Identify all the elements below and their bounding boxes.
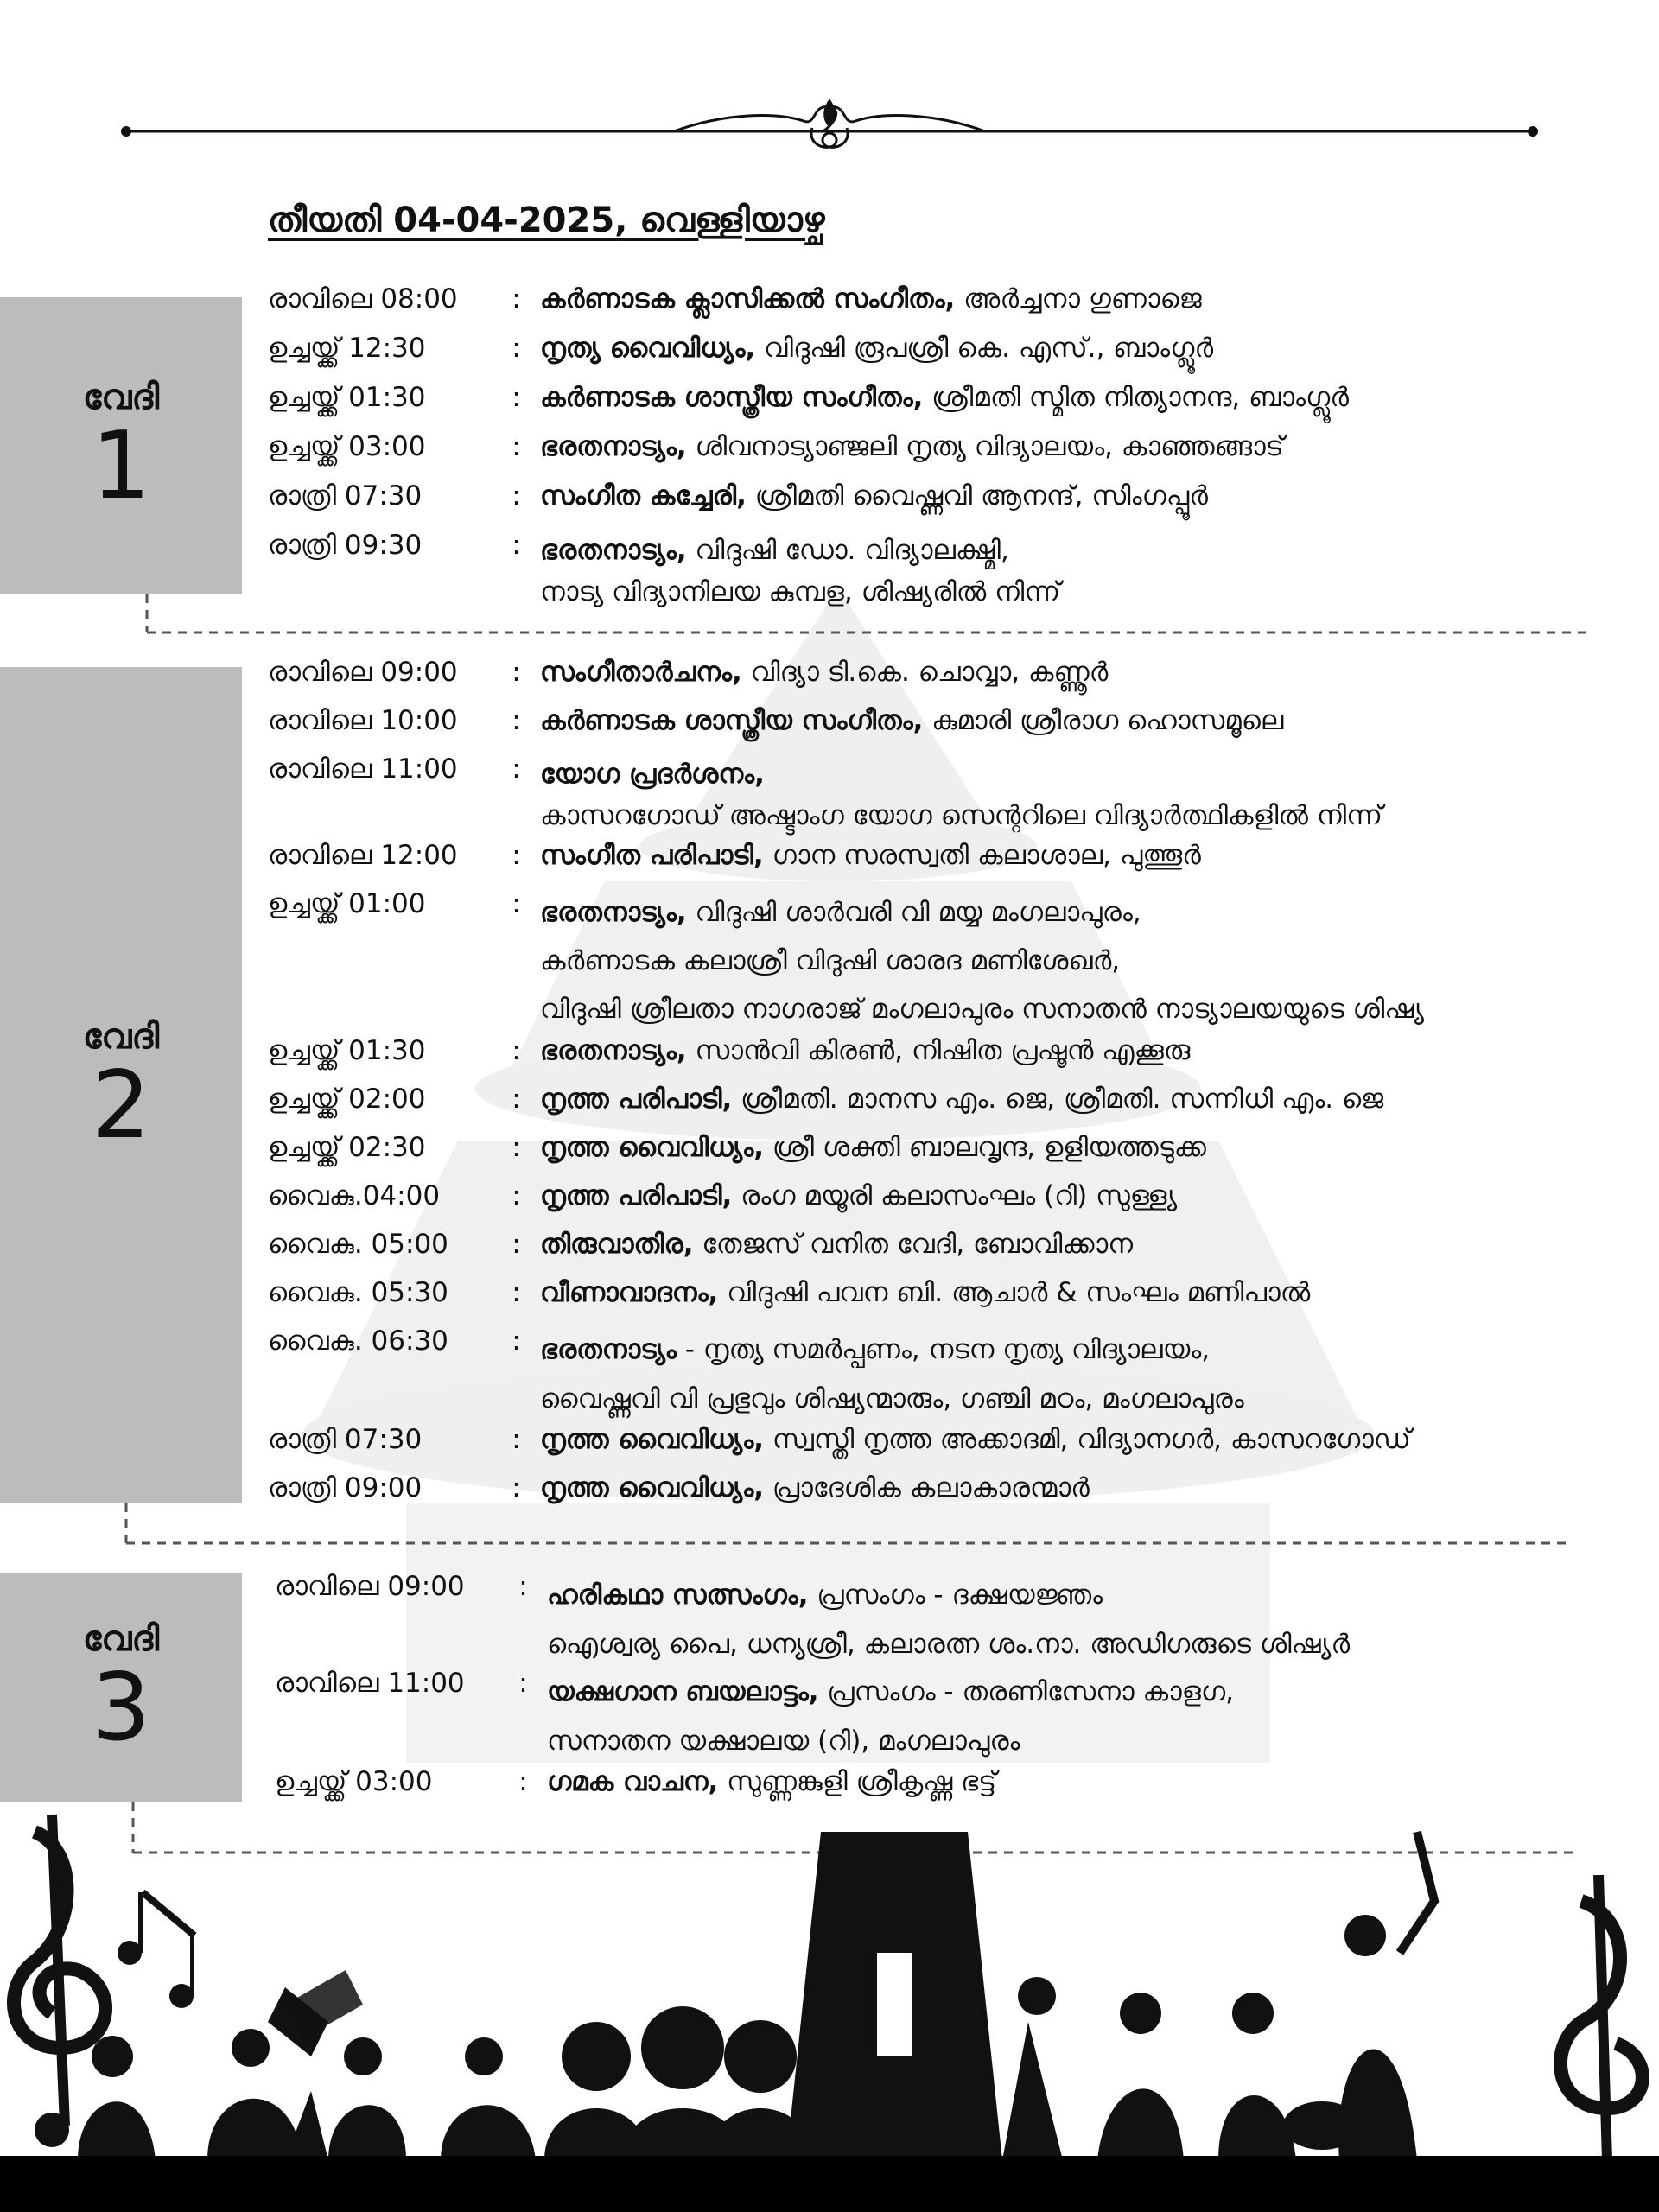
event-description — [547, 1571, 1649, 1669]
event-detail-line: ഐശ്വര്യ പൈ, ധന്യശ്രീ, കലാരത്ന ശം.നാ. അഡിഗരുടെ ശിഷ്യർ — [547, 1629, 1351, 1660]
schedule-entry — [268, 283, 1642, 333]
event-performer: വിദുഷി പവന ബി. ആചാർ & സംഘം മണിപാൽ — [727, 1277, 1311, 1308]
treble-clef-icon — [14, 1815, 105, 2147]
event-performer: വിദുഷി രൂപശ്രീ കെ. എസ്., ബാംഗ്ലൂർ — [764, 333, 1214, 364]
event-title: തിരുവാതിര, — [540, 1229, 694, 1260]
event-title: കർണാടക ക്ലാസിക്കൽ സംഗീതം, — [540, 283, 956, 315]
event-description — [540, 431, 1642, 463]
event-time: രാവിലെ 10:00 — [268, 705, 458, 736]
event-description — [540, 1472, 1642, 1504]
event-title: കർണാടക ശാസ്ത്രീയ സംഗീതം, — [540, 705, 924, 736]
event-performer: സുണ്ണങ്കുളി ശ്രീകൃഷ്ണ ഭട്ട് — [727, 1766, 997, 1797]
event-performer: സ്വസ്തി നൃത്ത അക്കാദമി, വിദ്യാനഗർ, കാസറഗോഡ് — [772, 1424, 1411, 1455]
schedule-entry — [268, 1325, 1642, 1424]
event-description — [540, 1132, 1642, 1164]
separator: : — [512, 431, 521, 462]
venue-number: 1 — [91, 412, 151, 520]
event-performer: ശ്രീമതി സ്മിത നിത്യാനന്ദ, ബാംഗ്ലൂർ — [931, 382, 1349, 413]
event-description — [540, 1277, 1642, 1309]
event-description — [540, 753, 1642, 836]
event-time: ഉച്ചയ്ക്ക് 03:00 — [268, 431, 426, 462]
event-detail-line: സനാതന യക്ഷാലയ (റി), മംഗലാപുരം — [547, 1726, 1020, 1757]
event-time: ഉച്ചയ്ക്ക് 12:30 — [268, 333, 426, 364]
date-heading: തീയതി 04-04-2025, വെള്ളിയാഴ്ച — [268, 200, 825, 240]
event-performer: പ്രസംഗം - ദക്ഷയജ്ഞം — [817, 1580, 1103, 1611]
separator: : — [518, 1668, 528, 1699]
event-description — [540, 1035, 1642, 1067]
schedule-entry — [275, 1571, 1649, 1668]
event-description — [540, 333, 1642, 365]
venue-1-schedule — [268, 283, 1642, 625]
event-title: നൃത്ത വൈവിധ്യം, — [540, 1472, 764, 1503]
event-performer: പ്രാദേശിക കലാകാരന്മാർ — [772, 1472, 1090, 1503]
dancers-silhouette — [544, 2006, 812, 2160]
event-title: ഭരതനാട്യം, — [540, 535, 687, 566]
separator: : — [512, 1424, 521, 1455]
event-title: നൃത്ത വൈവിധ്യം, — [540, 1424, 764, 1455]
event-title: നൃത്യ വൈവിധ്യം, — [540, 333, 756, 364]
event-time: രാത്രി 09:00 — [268, 1472, 423, 1503]
separator: : — [512, 283, 521, 315]
schedule-entry — [268, 1084, 1642, 1132]
event-performer: തേജസ് വനിത വേദി, ബോവിക്കാന — [702, 1229, 1133, 1260]
event-time: ഉച്ചയ്ക്ക് 01:30 — [268, 1035, 426, 1066]
separator: : — [512, 657, 521, 688]
event-title: നൃത്ത പരിപാടി, — [540, 1180, 733, 1211]
event-title: ഭരതനാട്യം — [540, 1334, 677, 1365]
event-time: രാത്രി 07:30 — [268, 480, 423, 512]
event-detail-line: നാട്യ വിദ്യാനിലയ കുമ്പള, ശിഷ്യരിൽ നിന്ന് — [540, 576, 1061, 607]
event-performer: ശ്രീമതി വൈഷ്ണവി ആനന്ദ്, സിംഗപ്പൂർ — [754, 480, 1208, 512]
treble-clef-icon — [1560, 1875, 1643, 2160]
event-description — [540, 705, 1642, 737]
section-divider — [124, 1503, 1567, 1547]
schedule-entry — [268, 888, 1642, 1035]
event-time: രാവിലെ 09:00 — [268, 657, 458, 688]
event-time: വൈകു. 05:00 — [268, 1229, 448, 1260]
event-performer: സാൻവി കിരൺ, നിഷിത പ്രഷൂൻ എക്കൂരു — [695, 1035, 1191, 1066]
schedule-entry — [268, 382, 1642, 431]
event-performer: ഗാന സരസ്വതി കലാശാല, പുത്തൂർ — [772, 840, 1201, 871]
event-detail-line: വൈഷ്ണവി വി പ്രഭുവും ശിഷ്യന്മാരും, ഗഞ്ചി മഠം, മംഗലാപുരം — [540, 1383, 1244, 1414]
event-performer: അർച്ചനാ ഗുണാജെ — [963, 283, 1202, 315]
event-detail-line: കാസറഗോഡ് അഷ്ടാംഗ യോഗ സെന്ററിലെ വിദ്യാർത്ഥികളിൽ നിന്ന് — [540, 800, 1382, 831]
event-title: ഭരതനാട്യം, — [540, 897, 687, 928]
venue-label: വേദി — [82, 1619, 160, 1659]
separator: : — [512, 333, 521, 364]
event-time: ഉച്ചയ്ക്ക് 01:00 — [268, 888, 426, 919]
event-title: യക്ഷഗാന ബയലാട്ടം, — [547, 1676, 819, 1707]
separator: : — [518, 1571, 528, 1602]
schedule-entry — [268, 840, 1642, 888]
event-description — [547, 1766, 1649, 1798]
event-time: വൈകു. 05:30 — [268, 1277, 448, 1308]
event-title: വീണാവാദനം, — [540, 1277, 719, 1308]
event-description — [540, 840, 1642, 872]
separator: : — [512, 1277, 521, 1308]
event-title: കർണാടക ശാസ്ത്രീയ സംഗീതം, — [540, 382, 924, 413]
venue-label: വേദി — [82, 378, 160, 417]
event-performer: പ്രസംഗം - തരണിസേനാ കാളഗ, — [827, 1676, 1234, 1707]
event-time: ഉച്ചയ്ക്ക് 01:30 — [268, 382, 426, 413]
separator: : — [512, 753, 521, 785]
schedule-entry — [268, 333, 1642, 382]
schedule-entry — [268, 431, 1642, 480]
event-time: വൈകു. 06:30 — [268, 1325, 448, 1357]
event-title: നൃത്ത പരിപാടി, — [540, 1084, 733, 1115]
venue-1-block — [0, 297, 242, 594]
venue-number: 2 — [91, 1052, 151, 1160]
drum-icon — [268, 1970, 363, 2056]
event-description — [540, 283, 1642, 315]
separator: : — [512, 530, 521, 561]
schedule-entry — [268, 1035, 1642, 1084]
separator: : — [512, 480, 521, 512]
event-description — [540, 480, 1642, 512]
event-title: സംഗീത കച്ചേരി, — [540, 480, 747, 512]
event-time: രാവിലെ 09:00 — [275, 1571, 465, 1602]
event-description — [540, 1084, 1642, 1116]
event-time: ഉച്ചയ്ക്ക് 03:00 — [275, 1766, 433, 1797]
event-title: ഭരതനാട്യം, — [540, 431, 687, 462]
event-detail-line: വിദുഷി ശ്രീലതാ നാഗരാജ് മംഗലാപുരം സനാതൻ നാട്യാലയയുടെ ശിഷ്യ — [540, 994, 1425, 1025]
separator: : — [512, 888, 521, 919]
venue-3-block — [0, 1573, 242, 1802]
venue-label: വേദി — [82, 1017, 160, 1057]
schedule-entry — [268, 753, 1642, 840]
separator: : — [512, 1035, 521, 1066]
venue-2-schedule — [268, 657, 1642, 1521]
event-time: രാത്രി 07:30 — [268, 1424, 423, 1455]
event-performer: ശ്രീമതി. മാനസ എം. ജെ, ശ്രീമതി. സന്നിധി എം. ജെ — [741, 1084, 1384, 1115]
cultural-silhouette-footer — [0, 1797, 1659, 2160]
schedule-entry — [268, 480, 1642, 530]
separator: : — [518, 1766, 528, 1797]
performers-silhouette — [1002, 1832, 1434, 2160]
event-title: ഭരതനാട്യം, — [540, 1035, 687, 1066]
schedule-entry — [268, 705, 1642, 753]
event-performer: ശിവനാട്യാഞ്ജലി നൃത്യ വിദ്യാലയം, കാഞ്ഞങ്ങാട് — [695, 431, 1284, 462]
schedule-entry — [268, 1424, 1642, 1472]
section-divider — [145, 594, 1588, 636]
event-time: രാവിലെ 11:00 — [268, 753, 458, 785]
separator: : — [512, 1084, 521, 1115]
music-notes-icon — [118, 1892, 194, 2008]
event-description — [540, 1229, 1642, 1261]
separator: : — [512, 1472, 521, 1503]
event-time: ഉച്ചയ്ക്ക് 02:00 — [268, 1084, 426, 1115]
schedule-entry — [268, 1180, 1642, 1229]
event-time: രാത്രി 09:30 — [268, 530, 423, 561]
event-title: ഹരികഥാ സത്സംഗം, — [547, 1580, 809, 1611]
separator: : — [512, 705, 521, 736]
event-performer: - നൃത്യ സമർപ്പണം, നടന നൃത്യ വിദ്യാലയം, — [684, 1334, 1211, 1365]
event-time: ഉച്ചയ്ക്ക് 02:30 — [268, 1132, 426, 1163]
event-performer: രംഗ മയൂരി കലാസംഘം (റി) സുള്ള്യ — [741, 1180, 1178, 1211]
temple-gopuram-silhouette — [786, 1832, 1002, 2160]
event-performer: കുമാരി ശ്രീരാഗ ഹൊസമൂലെ — [931, 705, 1284, 736]
venue-3-schedule — [275, 1571, 1649, 1815]
schedule-entry — [275, 1668, 1649, 1766]
event-description — [540, 1325, 1642, 1424]
footer-bar — [0, 2156, 1659, 2212]
separator: : — [512, 1180, 521, 1211]
venue-number: 3 — [91, 1654, 151, 1762]
event-title: നൃത്ത വൈവിധ്യം, — [540, 1132, 764, 1163]
separator: : — [512, 1229, 521, 1260]
event-title: സംഗീത പരിപാടി, — [540, 840, 764, 871]
event-time: രാവിലെ 11:00 — [275, 1668, 465, 1699]
schedule-entry — [268, 1132, 1642, 1180]
event-performer: വിദ്യാ ടി.കെ. ചൊവ്വാ, കണ്ണൂർ — [750, 657, 1109, 688]
event-detail-line: കർണാടക കലാശ്രീ വിദുഷി ശാരദ മണിശേഖർ, — [540, 945, 1121, 976]
schedule-entry — [268, 657, 1642, 705]
event-title: സംഗീതാർചനം, — [540, 657, 742, 688]
schedule-entry — [268, 1229, 1642, 1277]
event-description — [540, 888, 1642, 1033]
separator: : — [512, 382, 521, 413]
event-description — [540, 1424, 1642, 1456]
event-performer: വിദുഷി ഡോ. വിദ്യാലക്ഷ്മി, — [695, 535, 1009, 566]
event-performer: വിദുഷി ശാർവരി വി മയ്യ മംഗലാപുരം, — [695, 897, 1141, 928]
schedule-entry — [268, 1277, 1642, 1325]
event-description — [547, 1668, 1649, 1766]
event-description — [540, 382, 1642, 414]
event-description — [540, 1180, 1642, 1212]
event-performer: ശ്രീ ശക്തി ബാലവൃന്ദ, ഉളിയത്തടുക്ക — [772, 1132, 1206, 1163]
event-title: ഗമക വാചന, — [547, 1766, 719, 1797]
event-title: യോഗ പ്രദർശനം, — [540, 759, 765, 790]
ornamental-divider — [121, 95, 1538, 164]
event-time: വൈകു.04:00 — [268, 1180, 441, 1211]
event-time: രാവിലെ 08:00 — [268, 283, 458, 315]
venue-2-block — [0, 667, 242, 1503]
separator: : — [512, 1325, 521, 1357]
separator: : — [512, 1132, 521, 1163]
event-description — [540, 657, 1642, 689]
event-time: രാവിലെ 12:00 — [268, 840, 458, 871]
separator: : — [512, 840, 521, 871]
